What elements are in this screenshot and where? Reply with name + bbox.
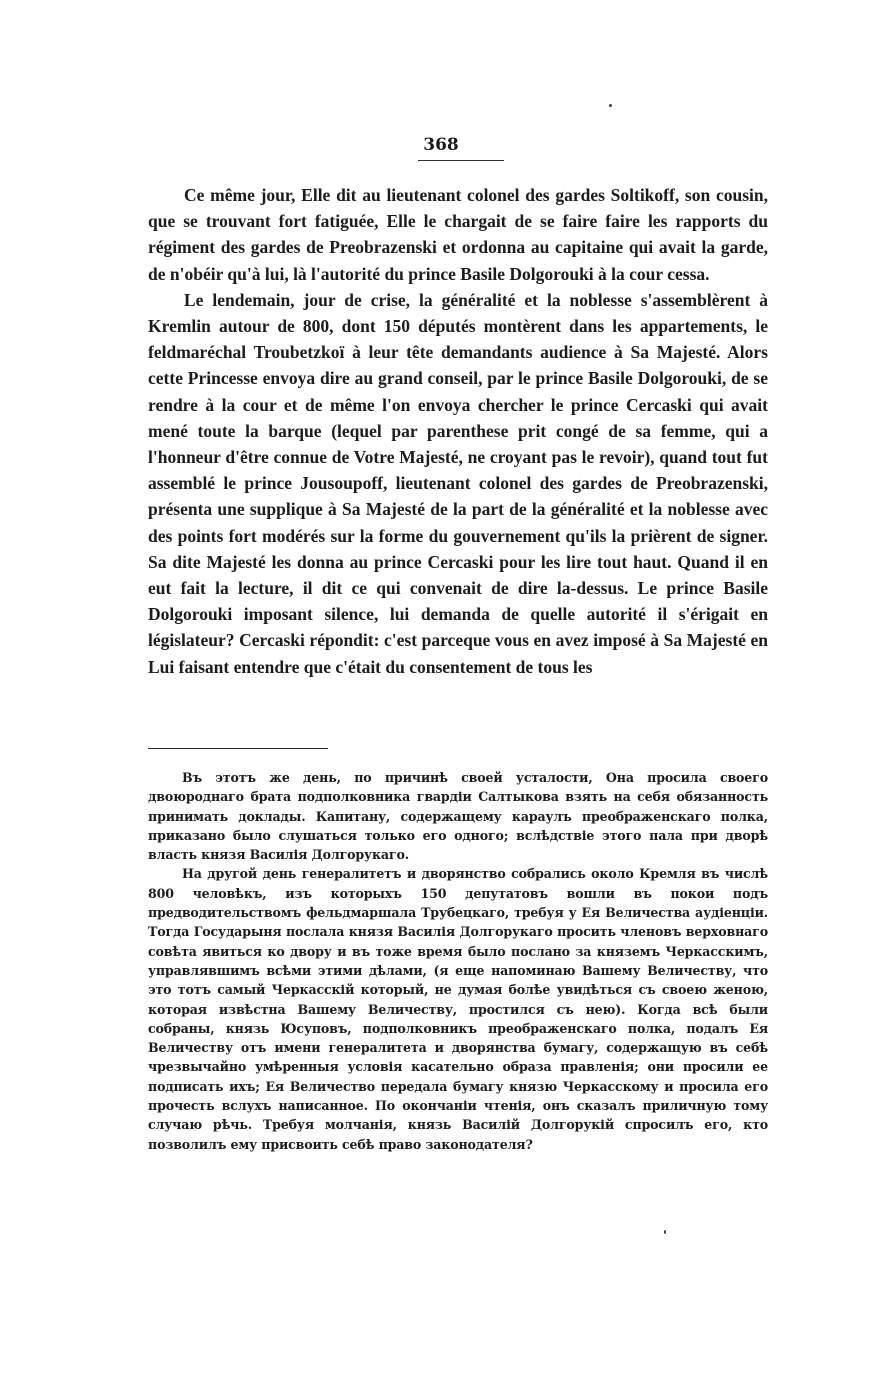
main-text [148,182,768,680]
footnote-paragraph: Въ этотъ же день, по причинѣ своей усталости, Она просила своего двоюроднаго брата подполковника гвардіи Салтыкова взять на себя обязанность принимать доклады. Капитану, содержащему караулъ преображенскаго полка, приказано было слушаться только его одного; вслѣдствіе этого пала при дворѣ власть князя Василія Долгорукаго. [148,770,768,863]
footnote-paragraph: На другой день генералитетъ и дворянство собрались около Кремля въ числѣ 800 человѣкъ, изъ которыхъ 150 депутатовъ вошли въ покои подъ предводительствомъ фельдмаршала Трубецкаго, требуя у Ея Величества аудіенціи. Тогда Государыня послала князя Василія Долгорукаго просить членовъ верховнаго совѣта явиться ко двору и въ тоже время было послано за княземъ Черкасскимъ, управлявшимъ всѣми этими дѣлами, (я еще напоминаю Вашему Величеству, что это тотъ самый Черкасскій который, не думая болѣе увидѣться съ своею женою, которая извѣстна Вашему Величеству, простился съ нею). Когда всѣ были собраны, князь Юсуповъ, подполковникъ преображенскаго полка, подалъ Ея Величеству отъ имени генералитета и дворянства бумагу, содержащую въ себѣ чрезвычайно умѣренныя условія касательно образа правленія; они просили ее подписать ихъ; Ея Величество передала бумагу князю Черкасскому и просила его прочесть вслухъ написанное. По окончаніи чтенія, онъ сказалъ приличную тому случаю рѣчь. Требуя молчанія, князь Василій Долгорукій спросилъ его, кто позволилъ ему присвоить себѣ право законодателя? [148,866,768,1152]
print-speck [609,104,612,107]
main-paragraph: Le lendemain, jour de crise, la généralité et la noblesse s'assemblèrent à Kremlin autour de 800, dont 150 députés montèrent dans les appartements, le feldmaréchal Troubetzkoï à leur tête demandants audience à Sa Majesté. Alors cette Princesse envoya dire au grand conseil, par le prince Basile Dolgorouki, de se rendre à la cour et de même l'on envoya chercher le prince Cercaski qui avait mené toute la barque (lequel par parenthese prit congé de sa femme, qui a l'honneur d'être connue de Votre Majesté, ne croyant pas le revoir), quand tout fut assemblé le prince Jousoupoff, lieutenant colonel des gardes de Preobrazenski, présenta une supplique à Sa Majesté de la part de la généralité et la noblesse avec des points fort modérés sur la forme du gouvernement qu'ils la prièrent de signer. Sa dite Majesté les donna au prince Cercaski pour les lire tout haut. Quand il en eut fait la lecture, il dit ce qui convenait de dire la-dessus. Le prince Basile Dolgorouki imposant silence, lui demanda de quelle autorité il s'érigait en législateur? Cercaski répondit: c'est parceque vous en avez imposé à Sa Majesté en Lui faisant entendre que c'était du consentement de tous les [148,289,768,677]
main-paragraph: Ce même jour, Elle dit au lieutenant colonel des gardes Soltikoff, son cousin, que se trouvant fort fatiguée, Elle le chargait de se faire faire les rapports du régiment des gardes de Preobrazenski et ordonna au capitaine qui avait la garde, de n'obéir qu'à lui, là l'autorité du prince Basile Dolgorouki à la cour cessa. [148,185,768,284]
footnote-translation [148,768,768,1154]
print-speck [664,1230,666,1234]
page-number-underline [418,160,504,161]
footnote-divider [148,748,328,749]
page-number: 368 [423,135,459,155]
